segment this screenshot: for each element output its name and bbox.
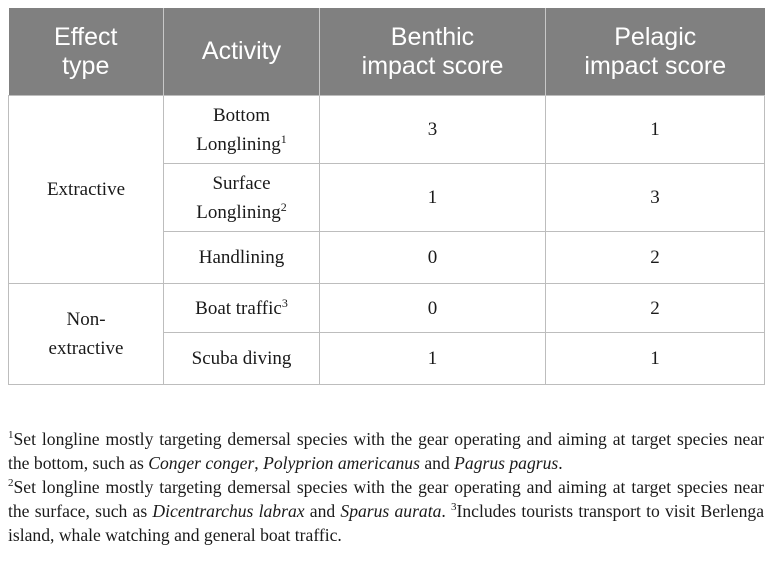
- pelagic-score-cell: 3: [546, 164, 765, 232]
- footnote-marker: 2: [280, 199, 287, 214]
- header-row: [9, 8, 765, 96]
- effect-type-cell: Extractive: [9, 96, 164, 284]
- impact-table: [8, 8, 765, 385]
- activity-cell: Bottom Longlining$^1$: [164, 96, 320, 164]
- footnote-1: $^1$Set longline mostly targeting demersal species with the gear operating and aiming at target species near the bottom, such as Conger conger, Polyprion americanus and Pagrus pagrus.: [8, 429, 764, 473]
- footnote-marker: 3: [281, 295, 288, 310]
- footnote-2-3: $^2$Set longline mostly targeting demersal species with the gear operating and aiming at target species near the surface, such as Dicentrarchus labrax and Sparus aurata. $^3$Includes tourists transport to visit Berlenga island, whale watching and general boat traffic.: [8, 477, 765, 545]
- table-row: [9, 96, 765, 164]
- pelagic-score-cell: 2: [546, 232, 765, 284]
- activity-cell: Handlining: [164, 232, 320, 284]
- benthic-score-cell: 0: [320, 284, 546, 333]
- footnote-marker: 1: [8, 429, 14, 441]
- activity-cell: Boat traffic$^3$: [164, 284, 320, 333]
- activity-cell: Scuba diving: [164, 333, 320, 385]
- footnote-marker: 2: [8, 477, 14, 489]
- table-footnotes: [8, 427, 764, 547]
- pelagic-score-cell: 1: [546, 333, 765, 385]
- benthic-score-cell: 1: [320, 164, 546, 232]
- footnote-marker: 1: [280, 131, 287, 146]
- activity-cell: Surface Longlining$^2$: [164, 164, 320, 232]
- table-row: [9, 284, 765, 333]
- benthic-score-cell: 3: [320, 96, 546, 164]
- header-activity: Activity: [164, 8, 320, 96]
- pelagic-score-cell: 1: [546, 96, 765, 164]
- effect-type-cell: Non- extractive: [9, 284, 164, 385]
- benthic-score-cell: 0: [320, 232, 546, 284]
- footnote-marker: 3: [451, 501, 457, 513]
- header-pelagic-impact-score: Pelagic impact score: [546, 8, 765, 96]
- benthic-score-cell: 1: [320, 333, 546, 385]
- header-benthic-impact-score: Benthic impact score: [320, 8, 546, 96]
- pelagic-score-cell: 2: [546, 284, 765, 333]
- header-effect-type: Effect type: [9, 8, 164, 96]
